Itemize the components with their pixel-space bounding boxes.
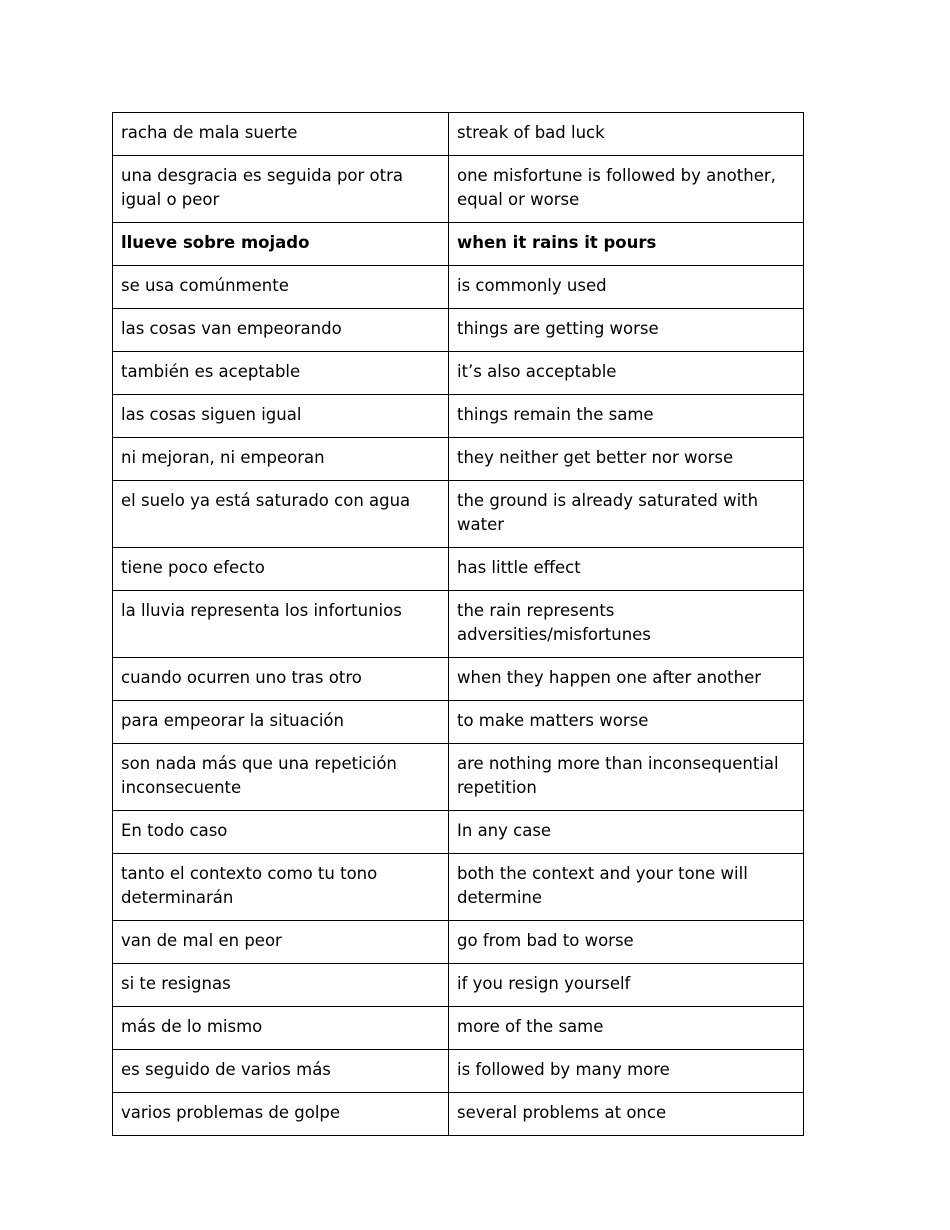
english-translation-cell: if you resign yourself <box>449 964 804 1007</box>
english-translation-cell: go from bad to worse <box>449 921 804 964</box>
english-translation-cell: when it rains it pours <box>449 223 804 266</box>
english-translation-cell: several problems at once <box>449 1093 804 1136</box>
spanish-phrase-cell: para empeorar la situación <box>113 701 449 744</box>
english-translation-cell: to make matters worse <box>449 701 804 744</box>
spanish-phrase-cell: la lluvia representa los infortunios <box>113 591 449 658</box>
table-row <box>113 701 804 744</box>
table-row <box>113 1093 804 1136</box>
spanish-phrase-cell: si te resignas <box>113 964 449 1007</box>
table-row <box>113 658 804 701</box>
english-translation-cell: is commonly used <box>449 266 804 309</box>
spanish-phrase-cell: tiene poco efecto <box>113 548 449 591</box>
spanish-phrase-cell: las cosas van empeorando <box>113 309 449 352</box>
vocabulary-table-body <box>113 113 804 1136</box>
english-translation-cell: has little effect <box>449 548 804 591</box>
table-row <box>113 1007 804 1050</box>
english-translation-cell: one misfortune is followed by another, equal or worse <box>449 156 804 223</box>
spanish-phrase-cell: En todo caso <box>113 811 449 854</box>
table-row <box>113 591 804 658</box>
spanish-phrase-cell: una desgracia es seguida por otra igual o peor <box>113 156 449 223</box>
english-translation-cell: more of the same <box>449 1007 804 1050</box>
english-translation-cell: they neither get better nor worse <box>449 438 804 481</box>
english-translation-cell: both the context and your tone will determine <box>449 854 804 921</box>
spanish-phrase-cell: van de mal en peor <box>113 921 449 964</box>
vocabulary-table <box>112 112 804 1136</box>
english-translation-cell: streak of bad luck <box>449 113 804 156</box>
table-row <box>113 309 804 352</box>
spanish-phrase-cell: también es aceptable <box>113 352 449 395</box>
english-translation-cell: is followed by many more <box>449 1050 804 1093</box>
spanish-phrase-cell: varios problemas de golpe <box>113 1093 449 1136</box>
spanish-phrase-cell: cuando ocurren uno tras otro <box>113 658 449 701</box>
english-translation-cell: are nothing more than inconsequential repetition <box>449 744 804 811</box>
spanish-phrase-cell: se usa comúnmente <box>113 266 449 309</box>
table-row <box>113 113 804 156</box>
spanish-phrase-cell: las cosas siguen igual <box>113 395 449 438</box>
spanish-phrase-cell: ni mejoran, ni empeoran <box>113 438 449 481</box>
table-row <box>113 548 804 591</box>
table-row <box>113 266 804 309</box>
english-translation-cell: the ground is already saturated with water <box>449 481 804 548</box>
table-row <box>113 156 804 223</box>
spanish-phrase-cell: el suelo ya está saturado con agua <box>113 481 449 548</box>
table-row <box>113 481 804 548</box>
english-translation-cell: when they happen one after another <box>449 658 804 701</box>
table-row <box>113 395 804 438</box>
table-row <box>113 964 804 1007</box>
english-translation-cell: things are getting worse <box>449 309 804 352</box>
table-row <box>113 854 804 921</box>
english-translation-cell: In any case <box>449 811 804 854</box>
table-row <box>113 921 804 964</box>
table-row <box>113 438 804 481</box>
spanish-phrase-cell: es seguido de varios más <box>113 1050 449 1093</box>
english-translation-cell: it’s also acceptable <box>449 352 804 395</box>
english-translation-cell: things remain the same <box>449 395 804 438</box>
table-row <box>113 811 804 854</box>
spanish-phrase-cell: son nada más que una repetición inconsecuente <box>113 744 449 811</box>
english-translation-cell: the rain represents adversities/misfortunes <box>449 591 804 658</box>
table-row <box>113 352 804 395</box>
spanish-phrase-cell: tanto el contexto como tu tono determinarán <box>113 854 449 921</box>
table-row <box>113 223 804 266</box>
spanish-phrase-cell: racha de mala suerte <box>113 113 449 156</box>
table-row <box>113 1050 804 1093</box>
spanish-phrase-cell: más de lo mismo <box>113 1007 449 1050</box>
table-row <box>113 744 804 811</box>
spanish-phrase-cell: llueve sobre mojado <box>113 223 449 266</box>
